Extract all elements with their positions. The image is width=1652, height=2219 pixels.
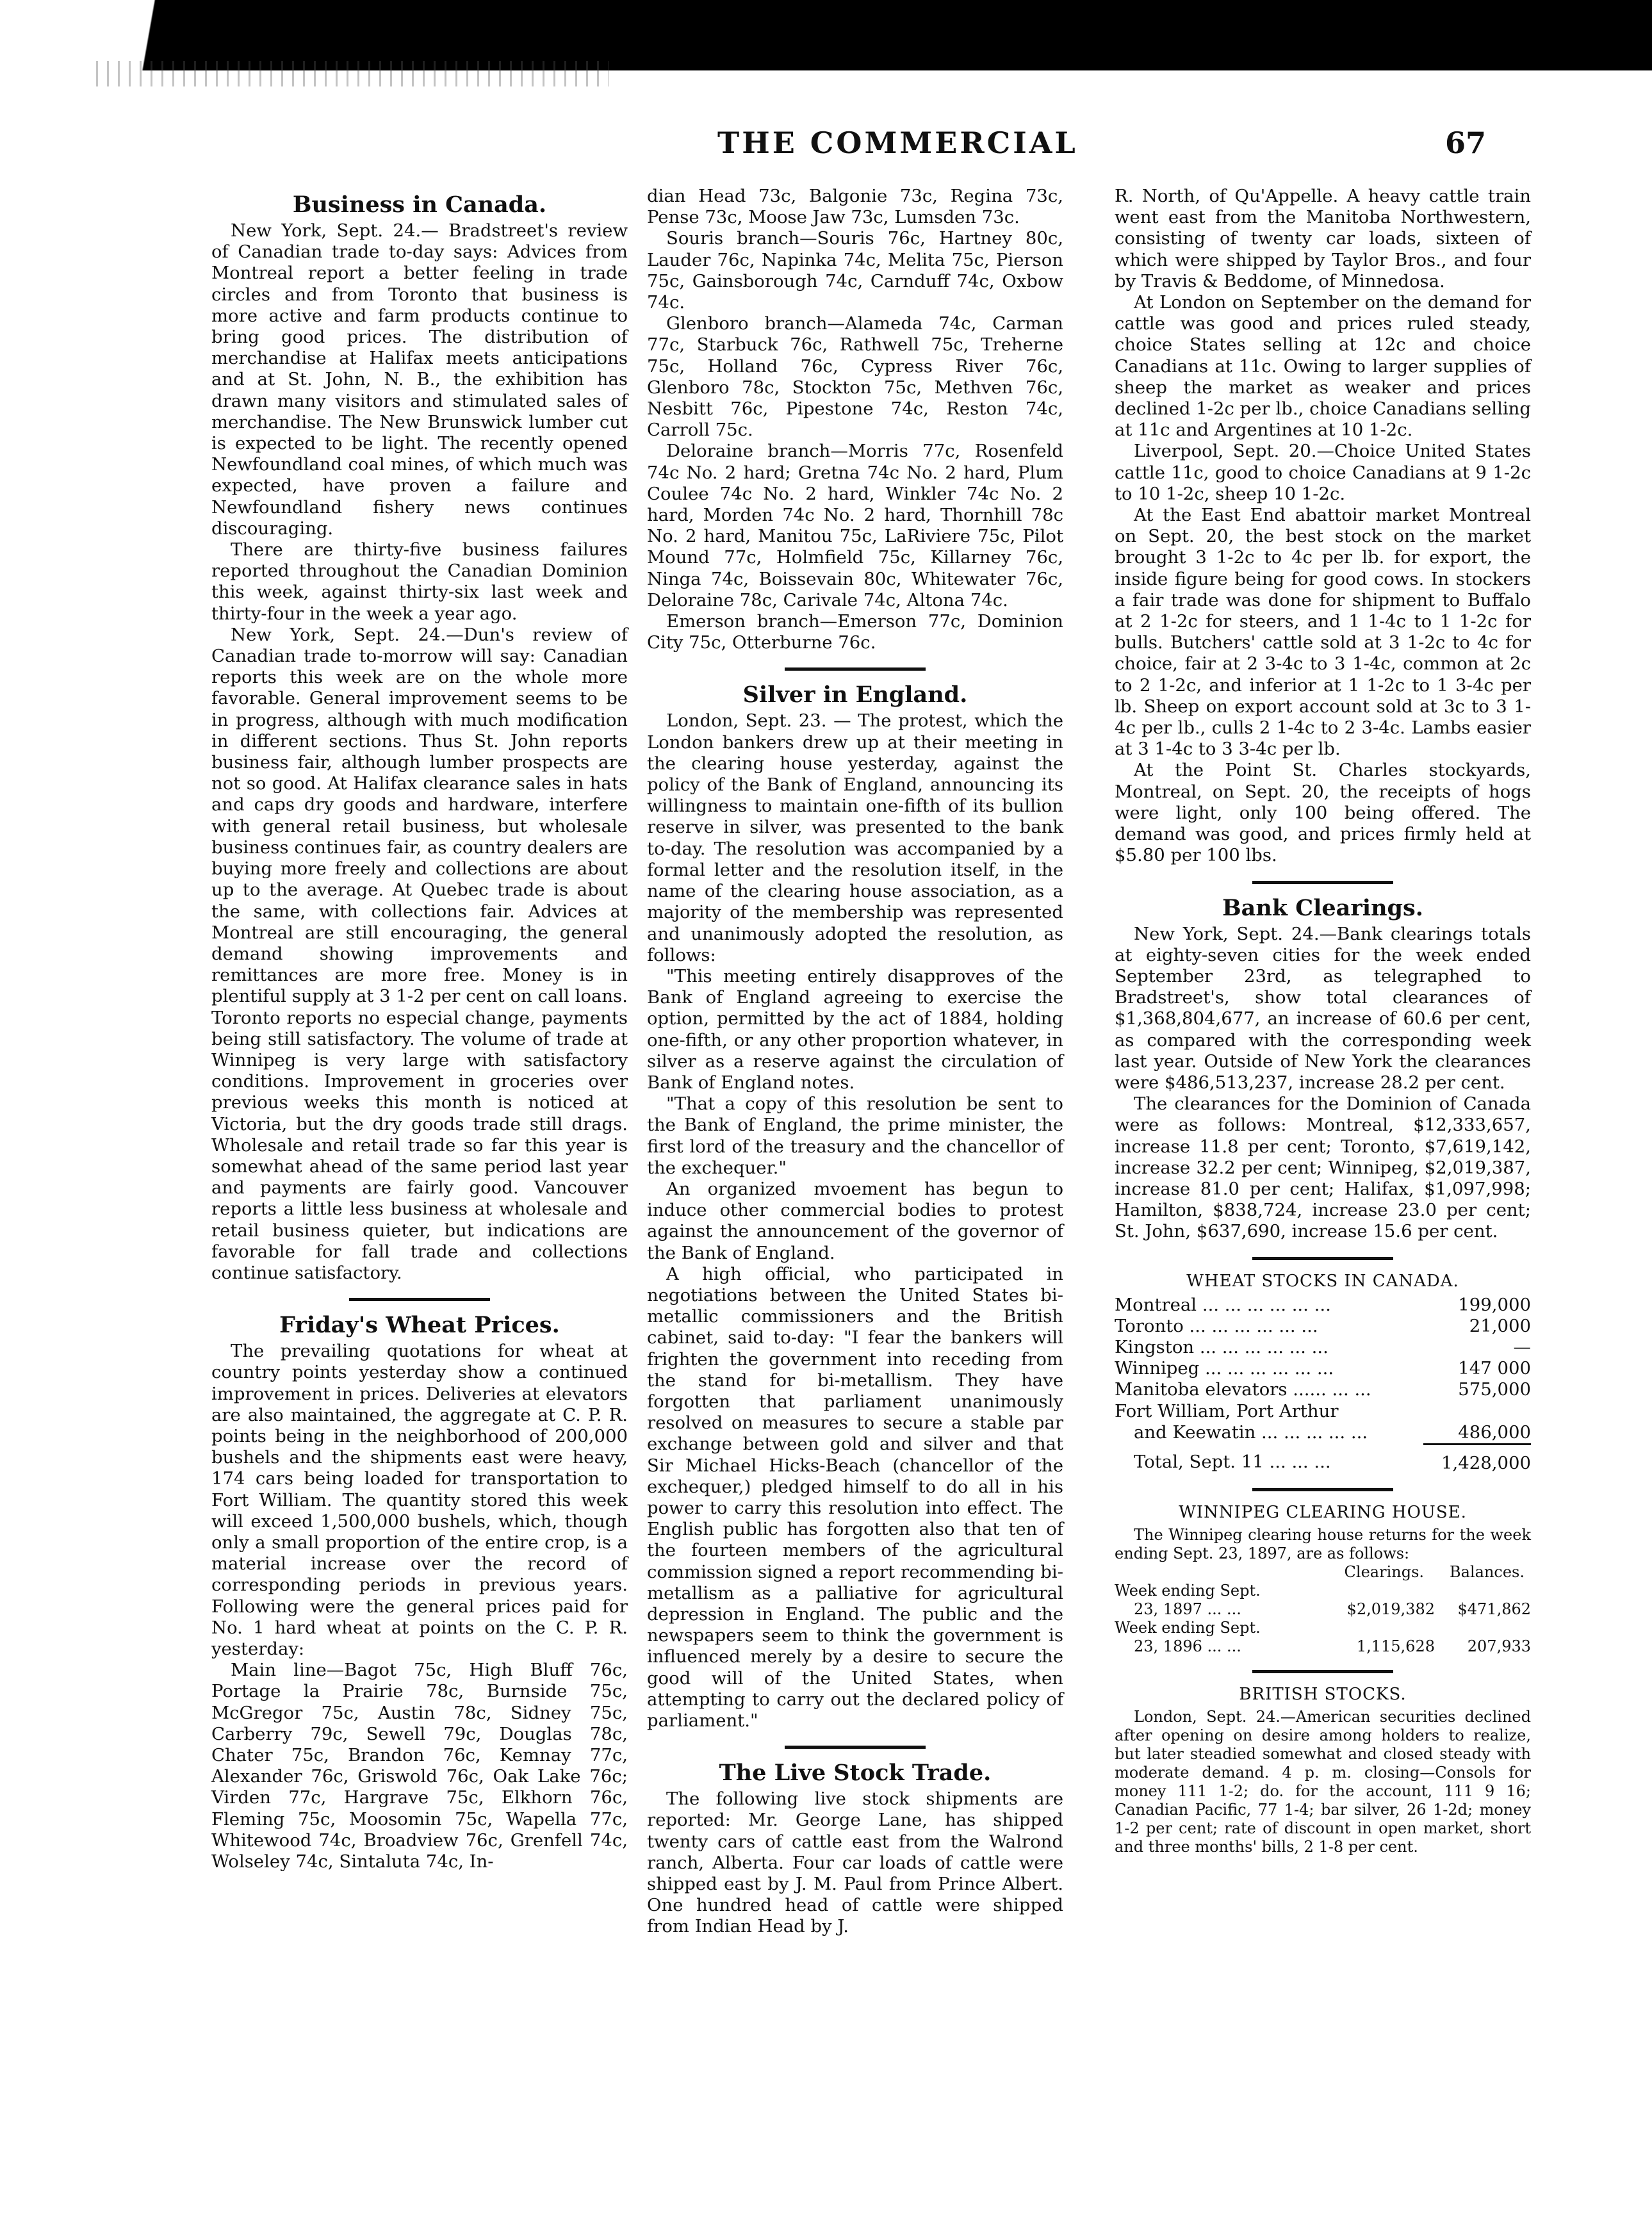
quantity: 21,000: [1469, 1315, 1531, 1336]
paragraph: New York, Sept. 24.—Bank clearings totals at eighty-seven cities for the week ended September 23rd, as telegraphed to Bradstreet's, show total clearances of $1,368,804,677, an increase of 60.6 per cent, as compared with the corresponding week last year. Outside of New York the clearances were $486,513,237, increase 28.2 per cent.: [1115, 923, 1531, 1093]
paragraph: New York, Sept. 24.— Bradstreet's review of Canadian trade to-day says: Advices from Montreal report a better feeling in trade circles and from Toronto that business is more active and farm products continue to bring good prices. The distribution of merchandise at Halifax meets anticipations and at St. John, N. B., the exhibition has drawn many visitors and stimulated sales of merchandise. The New Brunswick lumber cut is expected to be light. The recently opened Newfoundland coal mines, of which much was expected, have proven a failure and Newfoundland fishery news continues discouraging.: [211, 220, 628, 539]
paragraph: The Winnipeg clearing house returns for the week ending Sept. 23, 1897, are as follows:: [1115, 1526, 1531, 1563]
paragraph: dian Head 73c, Balgonie 73c, Regina 73c, Pense 73c, Moose Jaw 73c, Lumsden 73c.: [647, 186, 1063, 228]
table-row: [1115, 1582, 1531, 1619]
section-divider: [785, 667, 926, 671]
section-divider: [1252, 1488, 1393, 1491]
paragraph: Souris branch—Souris 76c, Hartney 80c, Lauder 76c, Napinka 74c, Melita 75c, Pierson 75c, Gainsborough 74c, Carnduff 74c, Oxbow 74c.: [647, 228, 1063, 313]
article-title-business: Business in Canada.: [292, 192, 547, 218]
quantity: —: [1513, 1336, 1531, 1357]
paragraph: Glenboro branch—Alameda 74c, Carman 77c, Starbuck 76c, Rathwell 75c, Treherne 75c, Holland 76c, Cypress River 76c, Glenboro 78c, Stockton 75c, Methven 76c, Nesbitt 76c, Pipestone 74c, Reston 74c, Carroll 75c.: [647, 313, 1063, 441]
location: Fort William, Port Arthur: [1115, 1400, 1339, 1421]
row-sublabel: 23, 1897 ... ...: [1134, 1600, 1241, 1619]
table-title-wheat-stocks: WHEAT STOCKS IN CANADA.: [1186, 1271, 1459, 1291]
article-title-bank: Bank Clearings.: [1222, 894, 1423, 921]
scan-speckle: [96, 61, 609, 86]
paragraph: London, Sept. 24.—American securities declined after opening on desire among holders to realize, but later steadied somewhat and closed steady with moderate demand. 4 p. m. closing—Consols for money 111 1-2; do. for the account, 111 9 16; Canadian Pacific, 77 1-4; bar silver, 26 1-2d; money 1-2 per cent; rate of discount in open market, short and three months' bills, 2 1-8 per cent.: [1115, 1708, 1531, 1856]
paragraph: The following live stock shipments are reported: Mr. George Lane, has shipped twenty cars of cattle east from the Walrond ranch, Alberta. Four car loads of cattle were shipped east by J. M. Paul from Prince Albert. One hundred head of cattle were shipped from Indian Head by J.: [647, 1789, 1063, 1937]
article-title-livestock: The Live Stock Trade.: [719, 1760, 992, 1787]
section-divider: [1252, 1670, 1393, 1673]
paragraph: "This meeting entirely disapproves of the Bank of England agreeing to exercise the option, permitted by the act of 1884, holding one-fifth, or any other proportion whatever, in silver as a reserve against the circulation of Bank of England notes.: [647, 965, 1063, 1093]
table-row: [1115, 1337, 1531, 1358]
section-divider: [785, 1746, 926, 1749]
column-2: [647, 186, 1063, 1938]
quantity: 199,000: [1458, 1294, 1531, 1315]
paragraph: At the Point St. Charles stockyards, Montreal, on Sept. 20, the receipts of hogs were light, only 100 being offered. The demand was good, and prices firmly held at $5.80 per 100 lbs.: [1115, 760, 1531, 866]
table-row: [1115, 1401, 1531, 1422]
paragraph: Deloraine branch—Morris 77c, Rosenfeld 74c No. 2 hard; Gretna 74c No. 2 hard, Plum Coulee 74c No. 2 hard, Winkler 74c No. 2 hard, Morden 74c No. 2 hard, Thornhill 78c No. 2 hard, Manitou 75c, LaRiviere 75c, Pilot Mound 77c, Holmfield 75c, Killarney 76c, Ninga 74c, Boissevain 80c, Whitewater 76c, Deloraine 78c, Carivale 74c, Altona 74c.: [647, 441, 1063, 610]
clearings-value: $2,019,382: [1346, 1600, 1435, 1619]
quantity: [1423, 1401, 1531, 1422]
article-title-silver: Silver in England.: [742, 682, 968, 708]
paragraph: The prevailing quotations for wheat at country points yesterday show a continued improvement in prices. Deliveries at elevators are also maintained, the aggregate at C. P. R. points being in the neighborhood of 200,000 bushels and the shipments east were heavy, 174 cars being loaded for transportation to Fort William. The quantity stored this week will exceed 1,500,000 bushels, which, though only a small proportion of the entire crop, is a material increase over the record of corresponding periods in previous years. Following were the general prices paid for No. 1 hard wheat at points on the C. P. R. yesterday:: [211, 1341, 628, 1659]
column-header-clearings: Clearings.: [1344, 1563, 1425, 1582]
page-number: 67: [1444, 126, 1486, 160]
quantity: 147 000: [1458, 1358, 1531, 1379]
paragraph: There are thirty-five business failures reported throughout the Canadian Dominion this week, against thirty-six last week and thirty-four in the week a year ago.: [211, 539, 628, 624]
balances-value: 207,933: [1467, 1637, 1531, 1656]
column-3: [1115, 186, 1531, 1856]
table-row: [1115, 1619, 1531, 1656]
paragraph: London, Sept. 23. — The protest, which the London bankers drew up at their meeting in the clearing house yesterday, against the policy of the Bank of England, announcing its willingness to maintain one-fifth of its bullion reserve in silver, was presented to the bank to-day. The resolution was accompanied by a formal letter and the resolution itself, in the name of the clearing house association, as a majority of the membership was represented and unanimously adopted the resolution, as follows:: [647, 710, 1063, 965]
balances-value: $471,862: [1457, 1600, 1531, 1619]
table-header: [1115, 1563, 1531, 1582]
paragraph: New York, Sept. 24.—Dun's review of Canadian trade to-morrow will say: Canadian reports this week are on the whole more favorable. General improvement seems to be in progress, although with much modification in different sections. Thus St. John reports business fair, although lumber prospects are not so good. At Halifax clearance sales in hats and caps dry goods and hardware, interfere with general retail business, but wholesale business continues fair, as country dealers are buying more freely and collections are about up to the average. At Quebec trade is about the same, with collections fair. Advices at Montreal are still encouraging, the general demand showing improvements and remittances are more free. Money is in plentiful supply at 3 1-2 per cent on call loans. Toronto reports no especial change, payments being still satisfactory. The volume of trade at Winnipeg is very large with satisfactory conditions. Improvement in groceries over previous weeks this month is noticed at Victoria, but the dry goods trade still drags. Wholesale and retail trade so far this year is somewhat ahead of the same period last year and payments are fairly good. Vancouver reports a little less business at wholesale and retail business quieter, but indications are favorable for fall trade and collections continue satisfactory.: [211, 624, 628, 1283]
section-divider: [1252, 881, 1393, 884]
column-header-balances: Balances.: [1450, 1563, 1525, 1582]
paragraph: The clearances for the Dominion of Canada were as follows: Montreal, $12,333,657, increase 11.8 per cent; Toronto, $7,619,142, increase 32.2 per cent; Winnipeg, $2,019,387, increase 81.0 per cent; Halifax, $1,097,998; Hamilton, $838,724, increase 23.0 per cent; St. John, $637,690, increase 15.6 per cent.: [1115, 1093, 1531, 1242]
table-row: [1115, 1295, 1531, 1316]
table-title-british: BRITISH STOCKS.: [1239, 1685, 1407, 1705]
running-head: [102, 126, 1512, 164]
paragraph: R. North, of Qu'Appelle. A heavy cattle train went east from the Manitoba Northwestern, consisting of twenty car loads, sixteen of which were shipped by Taylor Bros., and four by Travis & Beddome, of Minnedosa.: [1115, 186, 1531, 291]
paragraph: Liverpool, Sept. 20.—Choice United States cattle 11c, good to choice Canadians at 9 1-2c to 10 1-2c, sheep 10 1-2c.: [1115, 441, 1531, 504]
quantity: 575,000: [1458, 1379, 1531, 1400]
location: Kingston ... ... ... ... ... ...: [1115, 1336, 1329, 1357]
table-row: [1115, 1358, 1531, 1379]
row-label: Week ending Sept.: [1115, 1582, 1261, 1600]
location: Winnipeg ... ... ... ... ... ...: [1115, 1358, 1334, 1379]
row-label: Week ending Sept.: [1115, 1619, 1261, 1637]
winnipeg-clearing-table: [1115, 1563, 1531, 1656]
clearings-value: 1,115,628: [1356, 1637, 1435, 1656]
paragraph: Emerson branch—Emerson 77c, Dominion City 75c, Otterburne 76c.: [647, 611, 1063, 653]
paragraph: Main line—Bagot 75c, High Bluff 76c, Portage la Prairie 78c, Burnside 75c, McGregor 75c, Austin 78c, Sidney 75c, Carberry 79c, Sewell 79c, Douglas 78c, Chater 75c, Brandon 76c, Kemnay 77c, Alexander 76c, Griswold 76c, Oak Lake 76c; Virden 77c, Hargrave 75c, Elkhorn 76c, Fleming 75c, Moosomin 75c, Wapella 77c, Whitewood 74c, Broadview 76c, Grenfell 74c, Wolseley 74c, Sintaluta 74c, In-: [211, 1660, 628, 1872]
location: Montreal ... ... ... ... ... ...: [1115, 1294, 1331, 1315]
location: Manitoba elevators ...... ... ...: [1115, 1379, 1371, 1400]
article-title-wheat: Friday's Wheat Prices.: [279, 1312, 560, 1339]
location: and Keewatin ... ... ... ... ...: [1134, 1421, 1368, 1443]
table-row: [1115, 1379, 1531, 1400]
section-divider: [1252, 1257, 1393, 1260]
table-row: [1115, 1316, 1531, 1337]
table-row: [1115, 1422, 1531, 1445]
column-1: [211, 186, 628, 1872]
paragraph: A high official, who participated in negotiations between the United States bi-metallic commissioners and the British cabinet, said to-day: "I fear the bankers will frighten the government into receding from the stand for bi-metallism. They have forgotten that parliament unanimously resolved on measures to secure a stable par exchange between gold and silver and that Sir Michael Hicks-Beach (chancellor of the exchequer,) pledged himself to do all in his power to carry this resolution into effect. The English public has forgotten also that ten of the fourteen members of the agricultural commission signed a report recommending bi-metallism as a palliative for agricultural depression in England. The public and the newspapers seem to think the government is influenced merely by a desire to secure the good will of the United States, when attempting to carry out the declared policy of parliament.": [647, 1263, 1063, 1732]
wheat-stocks-table: [1115, 1295, 1531, 1475]
paragraph: An organized mvoement has begun to induce other commercial bodies to protest against the announcement of the governor of the Bank of England.: [647, 1178, 1063, 1263]
paragraph: At London on September on the demand for cattle was good and prices ruled steady, choice States selling at 12c and choice Canadians at 11c. Owing to larger supplies of sheep the market as weaker and prices declined 1-2c per lb., choice Canadians selling at 11c and Argentines at 10 1-2c.: [1115, 292, 1531, 441]
scan-border: [77, 0, 1652, 70]
publication-title: THE COMMERCIAL: [717, 126, 1078, 160]
paragraph: "That a copy of this resolution be sent to the Bank of England, the prime minister, the first lord of the treasury and the chancellor of the exchequer.": [647, 1093, 1063, 1178]
table-title-winnipeg: WINNIPEG CLEARING HOUSE.: [1179, 1503, 1467, 1523]
section-divider: [349, 1298, 490, 1301]
total-value: 1,428,000: [1423, 1444, 1531, 1474]
total-row: [1115, 1444, 1531, 1474]
quantity: 486,000: [1458, 1421, 1531, 1443]
row-sublabel: 23, 1896 ... ...: [1134, 1637, 1241, 1656]
location: Toronto ... ... ... ... ... ...: [1115, 1315, 1318, 1336]
total-label: Total, Sept. 11 ... ... ...: [1134, 1452, 1331, 1473]
paragraph: At the East End abattoir market Montreal on Sept. 20, the best stock on the market brought 3 1-2c to 4c per lb. for export, the inside figure being for good cows. In stockers a fair trade was done for shipment to Buffalo at 2 1-2c for steers, and 1 1-4c to 1 1-2c for bulls. Butchers' cattle sold at 3 1-2c to 4c for choice, fair at 2 3-4c to 3 1-4c, common at 2c to 2 1-2c, and inferior at 1 1-2c to 1 3-4c per lb. Sheep on export account sold at 3c to 3 1-4c per lb., culls 2 1-4c to 2 3-4c. Lambs easier at 3 1-4c to 3 3-4c per lb.: [1115, 505, 1531, 760]
